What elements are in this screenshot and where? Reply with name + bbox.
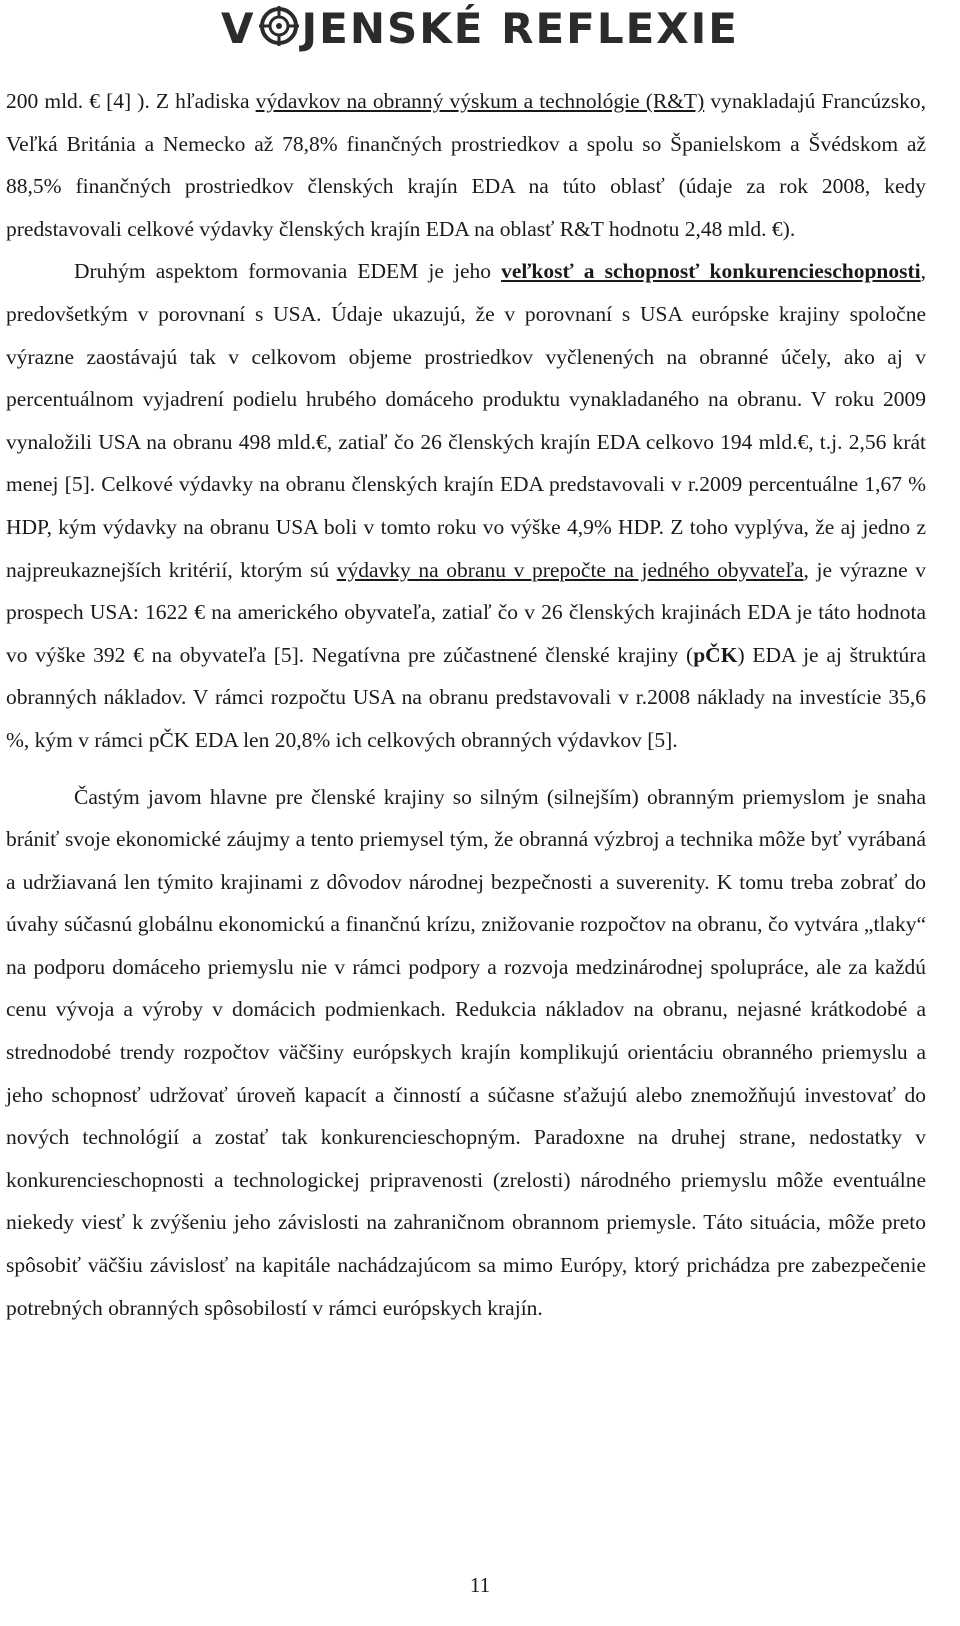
bold-abbreviation: pČK [693,642,738,667]
text-run: , predovšetkým v porovnaní s USA. Údaje ukazujú, že v porovnaní s USA európske krajiny spoločne výrazne zaostávajú tak v celkovom objeme prostriedkov vyčlenených na obranné účely, ako aj v percentuálnom vyjadrení podielu hrubého domáceho produktu vynakladaného na obranu. V roku 2009 vynaložili USA na obranu 498 mld.€, zatiaľ čo 26 členských krajín EDA celkovo 194 mld.€, t.j. 2,56 krát menej [5]. Celkové výdavky na obranu členských krajín EDA predstavovali v r.2009 percentuálne 1,67 % HDP, kým výdavky na obranu USA boli v tomto roku vo výške 4,9% HDP. Z toho vyplýva, že aj jedno z najpreukaznejších kritérií, ktorým sú [6,259,926,582]
logo-text-right: JENSKÉ REFLEXIE [301,4,739,53]
logo-text-left: V [221,4,256,53]
crosshair-target-icon [259,6,299,53]
text-run: vynakladajú Francúzsko, Veľká Británia a Nemecko až 78,8% finančných prostriedkov a spolu so Španielskom a Švédskom až 88,5% finančných prostriedkov členských krajín EDA na túto oblasť (údaje za rok 2008, kedy predstavovali celkové výdavky členských krajín EDA na oblasť R&T hodnotu 2,48 mld. €). [6,89,926,241]
text-run: Druhým aspektom formovania EDEM je jeho [74,259,502,284]
article-body [6,80,926,1329]
journal-header [0,0,960,58]
text-run: , je výrazne v prospech USA: 1622 € na amerického obyvateľa, zatiaľ čo v 26 členských krajinách EDA je táto hodnota vo výške 392 € na obyvateľa [5]. Negatívna pre zúčastnené členské krajiny ( [6,557,927,667]
underlined-phrase: výdavkov na obranný výskum a technológie (R&T) [255,89,705,113]
bold-underlined-phrase: veľkosť a schopnosť konkurencieschopnosti [501,259,921,284]
paragraph-1 [6,80,926,250]
journal-logo [221,6,739,53]
underlined-phrase: výdavky na obranu v prepočte na jedného obyvateľa [336,557,804,582]
text-run: ) EDA je aj štruktúra obranných nákladov. V rámci rozpočtu USA na obranu predstavovali v r.2008 náklady na investície 35,6 %, kým v rámci pČK EDA len 20,8% ich celkových obranných výdavkov [5]. [6,642,927,752]
page-number: 11 [469,1573,491,1597]
paragraph-3: Častým javom hlavne pre členské krajiny so silným (silnejším) obranným priemyslom je snaha brániť svoje ekonomické záujmy a tento priemysel tým, že obranná výzbroj a technika môže byť vyrábaná a udržiavaná len týmito krajinami z dôvodov národnej bezpečnosti a suverenity. K tomu treba zobrať do úvahy súčasnú globálnu ekonomickú a finančnú krízu, znižovanie rozpočtov na obranu, čo vytvára „tlaky“ na podporu domáceho priemyslu nie v rámci podpory a rozvoja medzinárodnej spolupráce, ale za každú cenu vývoja a výroby v domácich podmienkach. Redukcia nákladov na obranu, nejasné krátkodobé a strednodobé trendy rozpočtov väčšiny európskych krajín komplikujú orientáciu obranného priemyslu a jeho schopnosť udržovať úroveň kapacít a činností a súčasne sťažujú alebo znemožňujú investovať do nových technológií a zostať tak konkurencieschopným. Paradoxne na druhej strane, nedostatky v konkurencieschopnosti a technologickej pripravenosti (zrelosti) národného priemyslu môže eventuálne niekedy viesť k zvýšeniu jeho závislosti na zahraničnom obrannom priemysle. Táto situácia, môže preto spôsobiť väčšiu závislosť na kapitále nachádzajúcom sa mimo Európy, ktorý prichádza pre zabezpečenie potrebných obranných spôsobilostí v rámci európskych krajín. [6,784,926,1320]
text-run: 200 mld. € [4] ). Z hľadiska [6,89,256,113]
paragraph-2 [6,250,926,761]
